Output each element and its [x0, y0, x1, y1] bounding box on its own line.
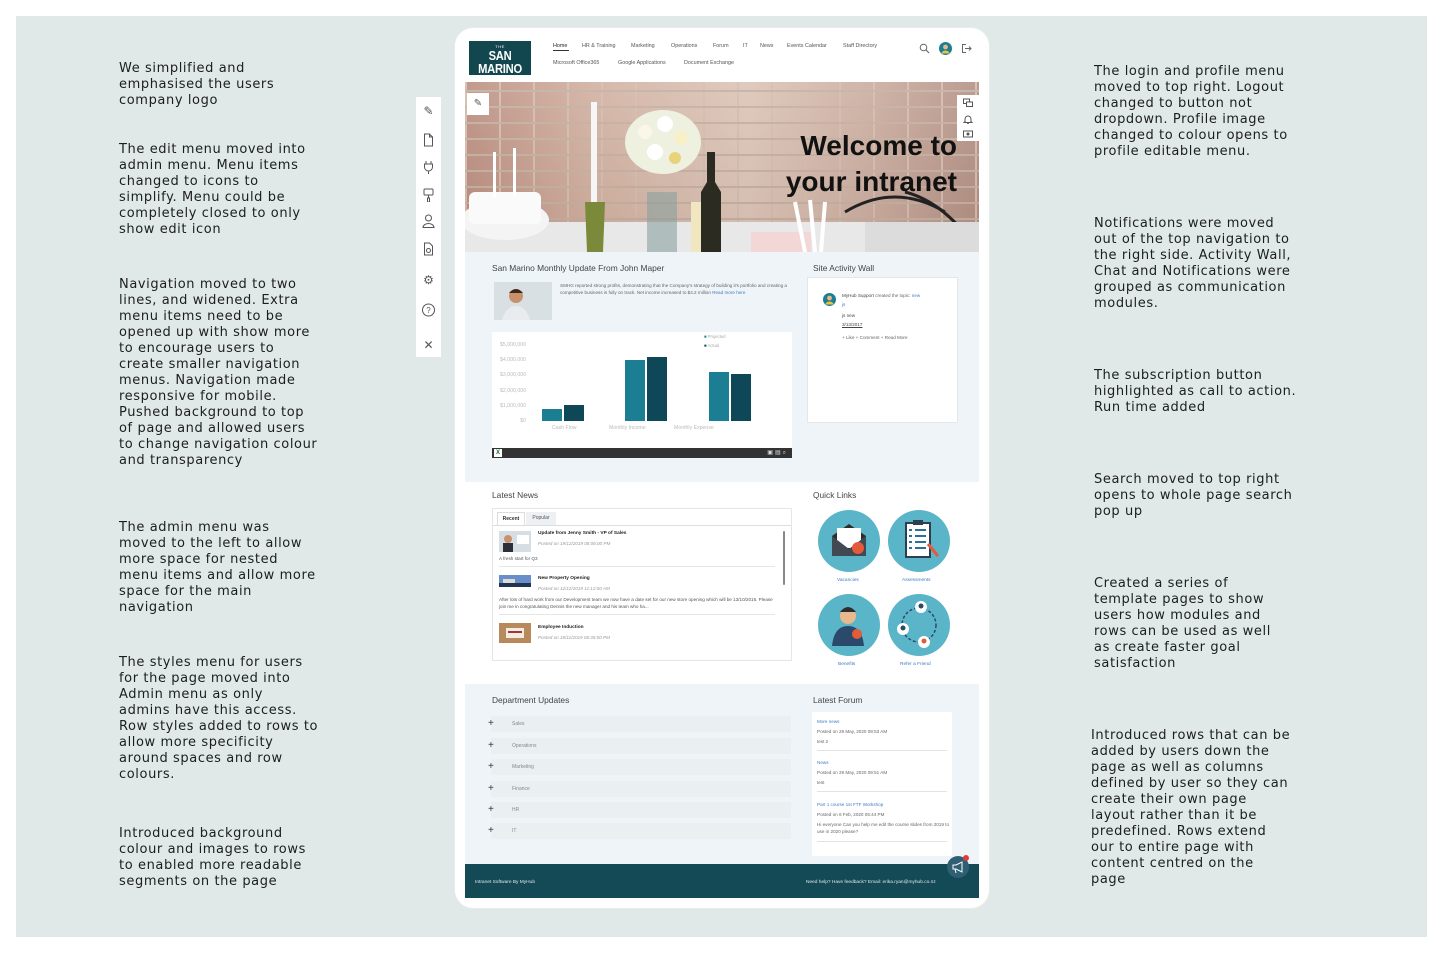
search-icon[interactable] — [919, 43, 930, 54]
bar-cash-flow-projected — [542, 409, 562, 421]
news-divider — [499, 614, 775, 615]
activity-wall-card — [807, 277, 958, 423]
admin-menu — [415, 96, 442, 358]
footer — [465, 864, 979, 898]
activity-topic-link-2[interactable]: js — [842, 302, 846, 307]
department-label: Marketing — [512, 764, 534, 770]
quicklink-refer-a-friend[interactable]: Refer a Friend — [900, 662, 931, 667]
notification-badge — [963, 855, 969, 861]
tab-popular[interactable]: Popular — [526, 512, 556, 525]
quicklink-assessments[interactable]: Assessments — [902, 578, 931, 583]
forum-divider — [817, 841, 947, 842]
note-row-backgrounds: Introduced background colour and images to rows to enabled more readable segments on the page — [119, 826, 306, 889]
forum-post-date: Posted on 29 May, 2020 09:53 AM — [817, 729, 888, 734]
hero-title-line2: your intranet — [785, 166, 957, 197]
news-thumbnail — [499, 623, 531, 643]
note-rows: Introduced rows that can be added by users down the page as well as columns defined by user so they can create their own page layout rather than it be predefined. Rows extend our to entire page with content centred on the page — [1091, 728, 1291, 887]
news-item-excerpt: After lots of hard work from our Development team we now have a date set for our new store opening which will be 13/10/2016. Please join me in congratulating Dennis the new manager and his team who ha... — [499, 597, 773, 609]
refer-a-friend-icon[interactable] — [888, 594, 950, 656]
company-logo[interactable] — [469, 41, 531, 79]
assessments-icon[interactable] — [888, 510, 950, 572]
plus-icon[interactable]: + — [488, 740, 494, 751]
note-admin-menu: The admin menu was moved to the left to allow more space for nested menu items and allow more space for the main navigation — [119, 520, 316, 615]
nav-item-home[interactable]: Home — [553, 43, 568, 49]
svg-text:?: ? — [426, 306, 431, 315]
department-label: Finance — [512, 786, 530, 792]
note-search: Search moved to top right opens to whole page search pop up — [1094, 472, 1293, 519]
news-thumbnail — [499, 575, 531, 587]
nav-active-indicator — [553, 50, 569, 51]
forum-post-date: Posted on 6 Feb, 2020 05:44 PM — [817, 812, 885, 817]
x-tick-label: Monthly Income — [609, 425, 646, 431]
bar-monthly-expense-projected — [709, 372, 729, 421]
excel-icon[interactable]: X — [495, 450, 500, 456]
nav-item-document-exchange[interactable]: Document Exchange — [684, 60, 735, 66]
plus-icon[interactable]: + — [488, 825, 494, 836]
logo-sub-text: HOTEL GROUP — [485, 75, 515, 79]
logo-name: SAN MARINO — [478, 48, 522, 76]
x-tick-label: Monthly Expense — [674, 425, 714, 431]
avatar[interactable] — [939, 42, 950, 53]
bar-monthly-income-projected — [625, 360, 645, 421]
activity-line — [842, 292, 954, 299]
news-item-date: Posted on 18/11/2019 06:35:00 PM — [538, 635, 610, 640]
note-navigation: Navigation moved to two lines, and widened. Extra menu items need to be opened up with show more to encourage users to create smaller navigation menus. Navigation made responsive for mobile. Pushed background to top of page and allowed users to change navigation colour and transparency — [119, 277, 318, 468]
departments-title: Department Updates — [492, 695, 570, 705]
logout-icon[interactable] — [961, 43, 972, 54]
avatar — [823, 293, 836, 306]
activity-actions[interactable]: + Like + Comment + Read More — [842, 335, 908, 340]
nav-item-office365[interactable]: Microsoft Office365 — [553, 60, 600, 66]
nav-item-forum[interactable]: Forum — [713, 43, 729, 49]
department-label: IT — [512, 828, 517, 834]
forum-divider — [817, 791, 947, 792]
nav-item-marketing[interactable]: Marketing — [631, 43, 655, 49]
y-tick-label: $2,000,000 — [500, 388, 526, 394]
forum-title: Latest Forum — [813, 695, 863, 705]
forum-post-body: test — [817, 780, 825, 785]
nav-item-events-calendar[interactable]: Events Calendar — [787, 43, 827, 49]
nav-item-news[interactable]: News — [760, 43, 774, 49]
note-styles-menu: The styles menu for users for the page moved into Admin menu as only admins have this access. Row styles added to rows to allow more specificity around spaces and row colours. — [119, 655, 319, 782]
update-text — [560, 282, 790, 296]
nav-item-operations[interactable]: Operations — [671, 43, 698, 49]
close-icon[interactable]: ✕ — [423, 338, 434, 352]
toolbar-icons[interactable]: ▣▤⌕ — [767, 450, 788, 456]
department-accordion-item[interactable] — [488, 738, 791, 754]
bar-cash-flow-actual — [564, 405, 584, 421]
chat-icon[interactable] — [963, 98, 973, 108]
quicklink-vacancies[interactable]: Vacancies — [837, 578, 859, 583]
x-tick-label: Cash Flow — [552, 425, 577, 431]
news-thumbnail — [499, 531, 531, 552]
tab-divider — [493, 525, 791, 526]
vacancies-icon[interactable] — [818, 510, 880, 572]
plug-icon[interactable] — [416, 160, 441, 174]
activity-action: created the topic: — [875, 293, 911, 298]
y-tick-label: $5,000,000 — [500, 342, 526, 348]
footer-credit[interactable]: Intranet Software By MyHub — [475, 880, 535, 885]
communication-panel — [957, 95, 979, 141]
activity-title: Site Activity Wall — [813, 263, 875, 273]
chart-plot-area — [536, 345, 786, 421]
note-logo: We simplified and emphasised the users company logo — [119, 61, 275, 108]
department-label: Sales — [512, 721, 525, 727]
activity-author[interactable]: MyHub Support — [842, 293, 874, 298]
news-item-title[interactable]: New Property Opening — [538, 576, 590, 581]
chart-viewer-toolbar — [492, 448, 792, 458]
pencil-icon[interactable]: ✎ — [423, 104, 434, 118]
benefits-icon[interactable] — [818, 594, 880, 656]
ceo-photo — [494, 282, 552, 320]
plus-icon[interactable]: + — [488, 783, 494, 794]
news-item-title[interactable]: Update from Jenny Smith - VP of Sales — [538, 531, 627, 536]
note-notifications: Notifications were moved out of the top navigation to the right side. Activity Wall, Chat and Notifications were grouped as communication modules. — [1094, 216, 1292, 311]
y-tick-label: $1,000,000 — [500, 403, 526, 409]
news-title: Latest News — [492, 490, 539, 500]
activity-wall-icon[interactable] — [963, 129, 973, 139]
news-item-date: Posted on 19/12/2019 08:06:00 PM — [538, 541, 611, 546]
forum-post-body: Hi everyone Can you help me edit the course slides from 2019 to use in 2020 please? — [817, 822, 950, 834]
edit-pencil-icon[interactable]: ✎ — [467, 93, 489, 115]
subscription-button[interactable] — [947, 856, 969, 878]
legend-label: Projected — [707, 334, 726, 339]
news-divider — [499, 566, 775, 567]
logo-top-text: THE — [495, 44, 505, 49]
y-tick-label: $0 — [520, 418, 526, 424]
note-login-profile: The login and profile menu moved to top right. Logout changed to button not dropdown. Profile image changed to colour opens to profile editable menu. — [1094, 64, 1288, 159]
bar-monthly-expense-actual — [731, 374, 751, 421]
user-icon[interactable] — [416, 214, 441, 228]
nav-item-it[interactable]: IT — [743, 43, 748, 49]
read-more-link[interactable]: Read more here — [712, 290, 746, 295]
department-label: HR — [512, 807, 520, 813]
news-item-title[interactable]: Employee Induction — [538, 625, 584, 630]
update-title: San Marino Monthly Update From John Maper — [492, 263, 665, 273]
note-edit-menu: The edit menu moved into admin menu. Menu items changed to icons to simplify. Menu could be completely closed to only show edit icon — [119, 142, 306, 237]
department-accordion-item[interactable] — [488, 759, 791, 775]
forum-post-body: test 2 — [817, 739, 829, 744]
paint-roller-icon[interactable] — [416, 188, 441, 202]
intranet-page — [465, 36, 979, 898]
bar-monthly-income-actual — [647, 357, 667, 421]
forum-post-title[interactable]: More news — [817, 719, 840, 724]
legend-label: Actual — [707, 343, 720, 348]
help-icon[interactable] — [416, 303, 441, 317]
department-accordion-item[interactable] — [488, 802, 791, 818]
news-item-date: Posted on 12/12/2019 11:12:00 AM — [538, 586, 610, 591]
quicklink-benefits[interactable]: Benefits — [838, 662, 856, 667]
forum-divider — [817, 750, 947, 751]
nav-item-google-apps[interactable]: Google Applications — [618, 60, 666, 66]
note-templates: Created a series of template pages to show users how modules and rows can be used as well as create faster goal satisfaction — [1094, 576, 1271, 671]
news-card — [492, 508, 792, 661]
activity-topic-link[interactable]: new — [911, 293, 921, 298]
forum-card — [812, 712, 952, 856]
update-body: SMHG reported strong profits, demonstrating that the Company's strategy of building it's portfolio and creating a competitive business is fully on track. Net income increased to $4.2 million — [560, 283, 787, 295]
hero-banner — [465, 82, 979, 252]
department-accordion-item[interactable] — [488, 781, 791, 797]
news-item-excerpt: A fresh start for Q3 — [499, 556, 538, 561]
nav-item-hr-training[interactable]: HR & Training — [582, 43, 616, 49]
news-scrollbar[interactable] — [783, 531, 785, 585]
page-settings-icon[interactable] — [416, 242, 441, 256]
forum-post-title[interactable]: Part 1 course 1st FTF Workshop — [817, 802, 884, 807]
activity-date: 3/13/2017 — [842, 322, 863, 327]
plus-icon[interactable]: + — [488, 761, 494, 772]
y-tick-label: $4,000,000 — [500, 357, 526, 363]
forum-post-title[interactable]: News — [817, 760, 829, 765]
page-icon[interactable] — [416, 133, 441, 147]
note-subscription: The subscription button highlighted as call to action. Run time added — [1094, 368, 1297, 415]
department-accordion-item[interactable] — [488, 823, 791, 839]
department-label: Operations — [512, 743, 537, 749]
plus-icon[interactable]: + — [488, 718, 494, 729]
notification-bell-icon[interactable] — [963, 114, 973, 124]
forum-post-date: Posted on 29 May, 2020 09:51 AM — [817, 770, 888, 775]
tab-recent[interactable]: Recent — [497, 512, 525, 525]
legend-item: ■ Actual — [704, 343, 720, 348]
department-accordion-item[interactable] — [488, 716, 791, 732]
activity-body: js new — [842, 313, 856, 318]
nav-item-staff-directory[interactable]: Staff Directory — [843, 43, 878, 49]
plus-icon[interactable]: + — [488, 804, 494, 815]
legend-item: ■ Projected — [704, 334, 726, 339]
financial-chart — [492, 332, 792, 458]
hero-title-line1: Welcome to — [800, 130, 957, 161]
y-tick-label: $3,000,000 — [500, 372, 526, 378]
footer-feedback[interactable]: Need help? Have feedback? Email: erika.ryan@myhub.co.nz — [806, 880, 936, 885]
quicklinks-title: Quick Links — [813, 490, 857, 500]
gear-icon[interactable]: ⚙ — [423, 273, 434, 287]
